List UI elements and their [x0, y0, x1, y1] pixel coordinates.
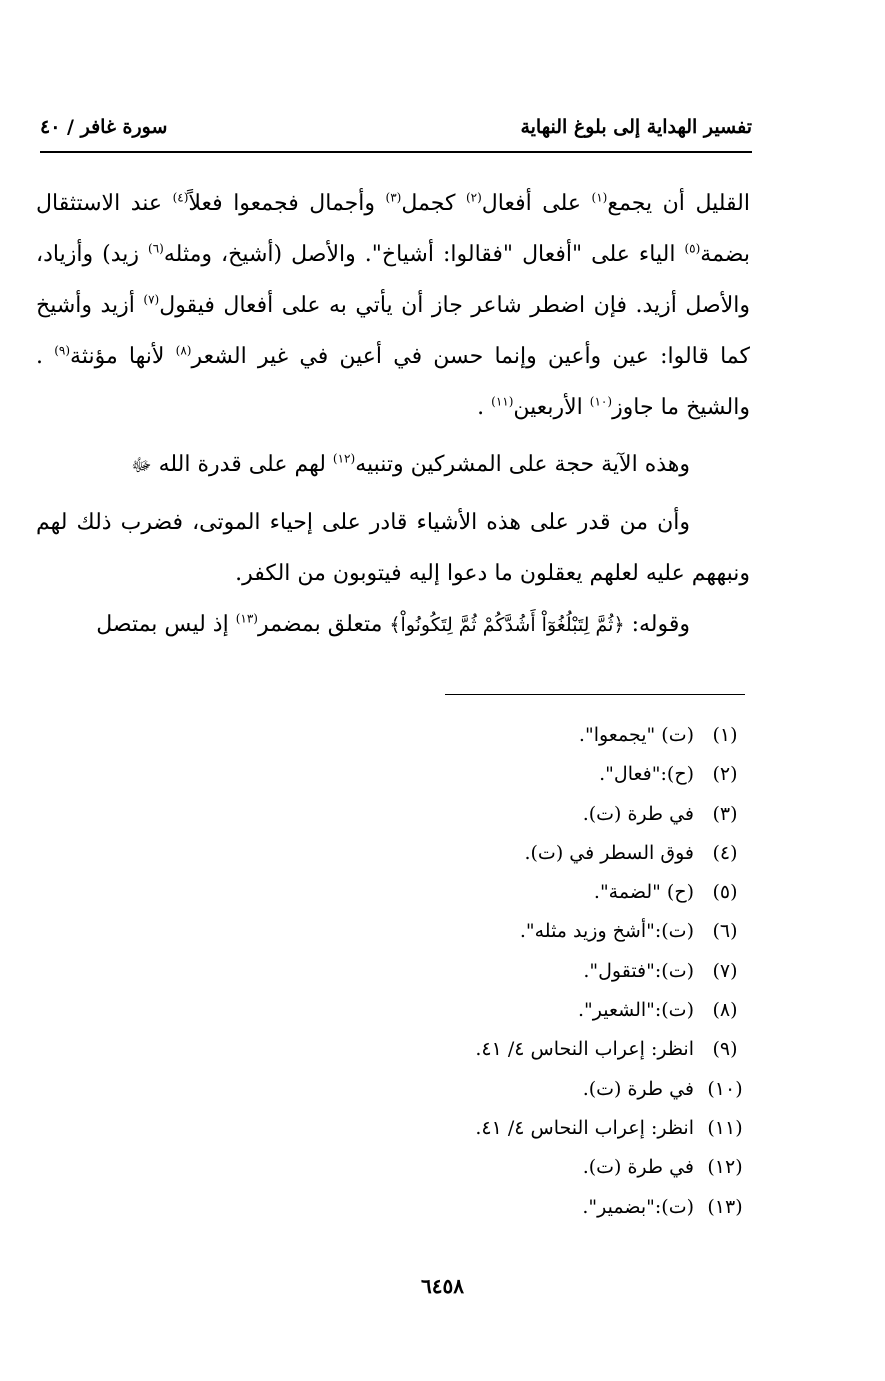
footnote-ref: (١): [591, 190, 608, 205]
footnote-list: [332, 716, 752, 1227]
footnote-text: انظر: إعراب النحاس ٤/ ٤١.: [475, 1038, 694, 1061]
footnote-number: (٤): [712, 841, 738, 864]
text-run: إذ ليس بمتصل: [96, 612, 236, 637]
footnote-number: (١٢): [707, 1156, 743, 1179]
footnote-item: [332, 912, 752, 951]
footnote-ref: (٤): [172, 190, 189, 205]
footnote-item: [332, 1109, 752, 1148]
footnote-ref: (٣): [385, 190, 402, 205]
footnote-text: (ح) "لضمة".: [593, 881, 694, 904]
footnote-number: (٦): [712, 920, 738, 943]
footnote-item: [332, 1148, 752, 1187]
footnote-ref: (٧): [143, 292, 160, 307]
footnote-item: [332, 1030, 752, 1069]
footnote-ref: (٦): [148, 241, 164, 256]
footnote-text: (ت):"بضمير".: [582, 1195, 694, 1218]
text-run: . والشيخ ما جاوز: [36, 344, 750, 420]
text-run: متعلق بمضمر: [257, 612, 390, 637]
main-text: [36, 178, 750, 651]
footnote-ref: (١٠): [589, 394, 613, 409]
footnote-text: (ت) "يجمعوا".: [578, 724, 694, 746]
paragraph-2: [36, 439, 750, 491]
quran-verse: ﴿ثُمَّ لِتَبْلُغُوٓاْ أَشُدَّكُمْ ثُمَّ لِتَكُونُواْ﴾: [389, 614, 625, 636]
footnote-item: [332, 873, 752, 912]
footnote-divider: [445, 694, 745, 695]
footnote-item: [332, 795, 752, 834]
footnote-text: (ت):"فتقول".: [583, 959, 694, 982]
text-run: عند الاستثقال بضمة: [36, 191, 751, 267]
surah-page-label: سورة غافر / ٤٠: [40, 116, 168, 138]
text-run: لأنها مؤنثة: [70, 344, 176, 369]
paragraph-4: [36, 599, 750, 651]
footnote-item: [332, 834, 752, 873]
footnote-text: في طرة (ت).: [582, 1077, 694, 1100]
footnote-item: [332, 755, 752, 794]
footnote-ref: (١٣): [235, 611, 258, 626]
footnote-item: [332, 991, 752, 1030]
footnote-item: [332, 716, 752, 755]
book-title: تفسير الهداية إلى بلوغ النهاية: [520, 116, 752, 138]
text-run: أزيد وأشيخ كما قالوا: عين وأعين وإنما حسن في أعين في غير الشعر: [36, 293, 750, 369]
text-run: وقوله:: [624, 612, 690, 637]
text-run: الياء على "أفعال "فقالوا: أشياخ". والأصل (أشيخ، ومثله: [163, 242, 685, 267]
footnote-number: (٩): [712, 1038, 738, 1061]
footnote-text: في طرة (ت).: [582, 1156, 694, 1179]
footnote-text: في طرة (ت).: [582, 802, 694, 825]
footnote-ref: (٩): [54, 343, 71, 358]
paragraph-3: وأن من قدر على هذه الأشياء قادر على إحياء الموتى، فضرب ذلك لهم ونبههم عليه لعلهم يعقلون ما دعوا إليه فيتوبون من الكفر.: [36, 510, 750, 586]
text-run: زيد) وأزياد، والأصل أزيد. فإن اضطر شاعر جاز أن يأتي به على أفعال فيقول: [36, 242, 751, 318]
text-run: على أفعال: [481, 191, 592, 216]
footnote-ref: (٢): [465, 190, 482, 205]
header-divider: [40, 151, 752, 153]
footnote-text: انظر: إعراب النحاس ٤/ ٤١.: [475, 1116, 694, 1139]
footnote-item: [332, 1188, 752, 1227]
footnote-item: [332, 1070, 752, 1109]
footnote-number: (٢): [712, 763, 738, 786]
footnote-number: (١): [712, 724, 738, 746]
footnote-item: [332, 952, 752, 991]
blessing-glyph: ﷻ: [131, 455, 152, 476]
footnote-ref: (٥): [684, 241, 701, 256]
text-run: وأجمال فجمعوا فعلاً: [188, 191, 386, 216]
text-run: كجمل: [401, 191, 466, 216]
footnote-text: (ت):"الشعير".: [577, 999, 694, 1022]
footnote-number: (٣): [712, 802, 738, 825]
text-run: وهذه الآية حجة على المشركين وتنبيه: [355, 452, 690, 477]
footnote-text: (ح):"فعال".: [599, 763, 694, 786]
text-run: .: [477, 395, 492, 420]
paragraph-1: [36, 178, 750, 433]
footnote-text: (ت):"أشخ وزيد مثله".: [519, 920, 694, 943]
page-number: ٦٤٥٨: [421, 1274, 464, 1298]
footnote-ref: (١٢): [332, 451, 356, 466]
footnote-number: (١٠): [707, 1077, 743, 1100]
footnote-number: (٧): [712, 959, 738, 982]
footnote-ref: (١١): [491, 394, 514, 409]
running-header: [40, 112, 752, 148]
footnote-number: (١٣): [707, 1195, 743, 1218]
footnote-ref: (٨): [175, 343, 192, 358]
footnote-text: فوق السطر في (ت).: [524, 841, 694, 864]
text-run: لهم على قدرة الله: [151, 452, 333, 477]
footnote-number: (١١): [707, 1116, 743, 1139]
text-run: الأربعين: [513, 395, 590, 420]
footnote-number: (٥): [712, 881, 738, 904]
footnote-number: (٨): [712, 999, 738, 1022]
text-run: القليل أن يجمع: [607, 191, 750, 216]
